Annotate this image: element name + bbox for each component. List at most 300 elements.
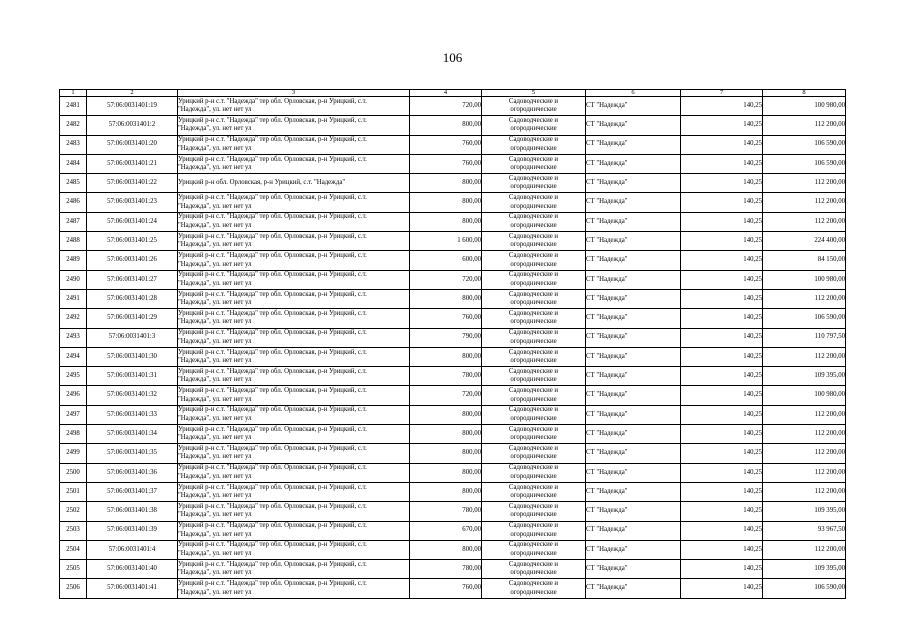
row-number-cell: 2492 <box>60 309 87 328</box>
table-row <box>60 97 846 116</box>
land-use-line-1: Садоводческие и <box>508 271 559 279</box>
table-row <box>60 367 846 386</box>
land-use-cell <box>482 521 586 540</box>
table-row <box>60 463 846 482</box>
cadastral-number-cell: 57:06:0031401:41 <box>87 579 178 598</box>
address-line-1: Урицкий р-н с.т. "Надежда" тер обл. Орловская, р-н Урицкий, с.т. <box>178 116 367 124</box>
land-plot-table <box>59 89 846 599</box>
address-line-2: "Надежда", ул. нет нет ул <box>178 530 252 538</box>
land-use-line-2: огороднические <box>510 434 557 442</box>
table-row <box>60 540 846 559</box>
address-line-2: "Надежда", ул. нет нет ул <box>178 511 252 519</box>
organization-cell: СТ "Надежда" <box>586 347 681 366</box>
address-cell <box>178 386 410 405</box>
address-line-2: "Надежда", ул. нет нет ул <box>178 164 252 172</box>
address-line-1: Урицкий р-н с.т. "Надежда" тер обл. Орловская, р-н Урицкий, с.т. <box>178 309 367 317</box>
address-cell <box>178 347 410 366</box>
cadastral-number-cell: 57:06:0031401:4 <box>87 540 178 559</box>
land-use-line-1: Садоводческие и <box>508 560 559 568</box>
area-cell: 1 600,00 <box>410 232 482 251</box>
land-use-line-2: огороднические <box>510 241 557 249</box>
address-cell <box>178 135 410 154</box>
total-value-cell: 106 590,00 <box>763 579 846 598</box>
address-cell <box>178 367 410 386</box>
address-line-2: "Надежда", ул. нет нет ул <box>178 144 252 152</box>
cadastral-number-cell: 57:06:0031401:40 <box>87 560 178 579</box>
cadastral-number-cell: 57:06:0031401:25 <box>87 232 178 251</box>
land-use-line-1: Садоводческие и <box>508 97 559 105</box>
cadastral-number-cell: 57:06:0031401:3 <box>87 328 178 347</box>
table-row <box>60 386 846 405</box>
row-number-cell: 2482 <box>60 116 87 135</box>
address-line-1: Урицкий р-н с.т. "Надежда" тер обл. Орловская, р-н Урицкий, с.т. <box>178 580 367 588</box>
table-row <box>60 154 846 173</box>
address-line-2: "Надежда", ул. нет нет ул <box>178 221 252 229</box>
area-cell: 760,00 <box>410 135 482 154</box>
total-value-cell: 109 395,00 <box>763 560 846 579</box>
table-body <box>60 97 846 599</box>
address-line-2: "Надежда", ул. нет нет ул <box>178 434 252 442</box>
cadastral-number-cell: 57:06:0031401:21 <box>87 154 178 173</box>
address-line-2: "Надежда", ул. нет нет ул <box>178 279 252 287</box>
area-cell: 780,00 <box>410 502 482 521</box>
address-line-2: "Надежда", ул. нет нет ул <box>178 395 252 403</box>
land-use-cell <box>482 174 586 193</box>
land-use-cell <box>482 386 586 405</box>
land-use-line-1: Садоводческие и <box>508 116 559 124</box>
address-line-1: Урицкий р-н с.т. "Надежда" тер обл. Орловская, р-н Урицкий, с.т. <box>178 483 367 491</box>
table-row <box>60 135 846 154</box>
address-cell <box>178 270 410 289</box>
unit-price-cell: 140,25 <box>681 135 763 154</box>
land-use-line-2: огороднические <box>510 395 557 403</box>
row-number-cell: 2490 <box>60 270 87 289</box>
land-use-line-2: огороднические <box>510 472 557 480</box>
organization-cell: СТ "Надежда" <box>586 386 681 405</box>
total-value-cell: 112 200,00 <box>763 289 846 308</box>
address-cell <box>178 444 410 463</box>
address-line-1: Урицкий р-н с.т. "Надежда" тер обл. Орловская, р-н Урицкий, с.т. <box>178 348 367 356</box>
row-number-cell: 2489 <box>60 251 87 270</box>
land-use-line-2: огороднические <box>510 357 557 364</box>
land-use-line-1: Садоводческие и <box>508 425 559 433</box>
address-line-2: "Надежда", ул. нет нет ул <box>178 588 252 596</box>
total-value-cell: 93 967,50 <box>763 521 846 540</box>
cadastral-number-cell: 57:06:0031401:33 <box>87 405 178 424</box>
cadastral-number-cell: 57:06:0031401:37 <box>87 482 178 501</box>
land-use-line-2: огороднические <box>510 125 557 133</box>
organization-cell: СТ "Надежда" <box>586 560 681 579</box>
area-cell: 720,00 <box>410 270 482 289</box>
land-use-cell <box>482 232 586 251</box>
unit-price-cell: 140,25 <box>681 116 763 135</box>
address-cell <box>178 579 410 598</box>
organization-cell: СТ "Надежда" <box>586 521 681 540</box>
address-line-1: Урицкий р-н с.т. "Надежда" тер обл. Орловская, р-н Урицкий, с.т. <box>178 290 367 298</box>
total-value-cell: 109 395,00 <box>763 367 846 386</box>
row-number-cell: 2502 <box>60 502 87 521</box>
land-use-cell <box>482 579 586 598</box>
total-value-cell: 100 980,00 <box>763 270 846 289</box>
table-row <box>60 309 846 328</box>
area-cell: 760,00 <box>410 579 482 598</box>
land-use-line-2: огороднические <box>510 511 557 519</box>
column-header: 1 <box>60 90 87 97</box>
row-number-cell: 2488 <box>60 232 87 251</box>
area-cell: 800,00 <box>410 116 482 135</box>
land-use-line-2: огороднические <box>510 453 557 461</box>
organization-cell: СТ "Надежда" <box>586 502 681 521</box>
land-use-line-1: Садоводческие и <box>508 213 559 221</box>
land-use-line-1: Садоводческие и <box>508 348 559 356</box>
land-use-line-2: огороднические <box>510 569 557 577</box>
table-row <box>60 270 846 289</box>
area-cell: 800,00 <box>410 444 482 463</box>
area-cell: 800,00 <box>410 212 482 231</box>
address-cell <box>178 425 410 444</box>
land-use-cell <box>482 135 586 154</box>
unit-price-cell: 140,25 <box>681 212 763 231</box>
address-cell <box>178 174 410 193</box>
column-number-row <box>60 90 846 97</box>
table-row <box>60 328 846 347</box>
land-use-cell <box>482 425 586 444</box>
total-value-cell: 112 200,00 <box>763 425 846 444</box>
address-line-1: Урицкий р-н с.т. "Надежда" тер обл. Орловская, р-н Урицкий, с.т. <box>178 541 367 549</box>
address-cell <box>178 193 410 212</box>
unit-price-cell: 140,25 <box>681 560 763 579</box>
unit-price-cell: 140,25 <box>681 502 763 521</box>
land-use-line-1: Садоводческие и <box>508 464 559 472</box>
row-number-cell: 2484 <box>60 154 87 173</box>
address-line-2: "Надежда", ул. нет нет ул <box>178 260 252 268</box>
unit-price-cell: 140,25 <box>681 405 763 424</box>
land-use-cell <box>482 289 586 308</box>
cadastral-number-cell: 57:06:0031401:29 <box>87 309 178 328</box>
total-value-cell: 112 200,00 <box>763 463 846 482</box>
cadastral-number-cell: 57:06:0031401:36 <box>87 463 178 482</box>
land-use-line-1: Садоводческие и <box>508 522 559 530</box>
total-value-cell: 112 200,00 <box>763 174 846 193</box>
row-number-cell: 2486 <box>60 193 87 212</box>
area-cell: 670,00 <box>410 521 482 540</box>
area-cell: 800,00 <box>410 482 482 501</box>
total-value-cell: 112 200,00 <box>763 116 846 135</box>
column-header: 7 <box>681 90 763 97</box>
organization-cell: СТ "Надежда" <box>586 97 681 116</box>
address-line-1: Урицкий р-н с.т. "Надежда" тер обл. Орловская, р-н Урицкий, с.т. <box>178 406 367 414</box>
area-cell: 800,00 <box>410 193 482 212</box>
organization-cell: СТ "Надежда" <box>586 367 681 386</box>
organization-cell: СТ "Надежда" <box>586 425 681 444</box>
total-value-cell: 106 590,00 <box>763 135 846 154</box>
area-cell: 800,00 <box>410 174 482 193</box>
land-use-cell <box>482 309 586 328</box>
land-use-line-2: огороднические <box>510 549 557 557</box>
organization-cell: СТ "Надежда" <box>586 116 681 135</box>
total-value-cell: 100 980,00 <box>763 97 846 116</box>
total-value-cell: 112 200,00 <box>763 212 846 231</box>
table-row <box>60 579 846 598</box>
table-row <box>60 502 846 521</box>
unit-price-cell: 140,25 <box>681 521 763 540</box>
land-use-cell <box>482 405 586 424</box>
address-line-2: "Надежда", ул. нет нет ул <box>178 125 252 133</box>
address-line-1: Урицкий р-н с.т. "Надежда" тер обл. Орловская, р-н Урицкий, с.т. <box>178 194 367 202</box>
unit-price-cell: 140,25 <box>681 482 763 501</box>
area-cell: 760,00 <box>410 309 482 328</box>
organization-cell: СТ "Надежда" <box>586 482 681 501</box>
land-use-line-2: огороднические <box>510 530 557 538</box>
land-use-cell <box>482 270 586 289</box>
land-use-cell <box>482 367 586 386</box>
table-row <box>60 232 846 251</box>
row-number-cell: 2500 <box>60 463 87 482</box>
land-use-line-1: Садоводческие и <box>508 541 559 549</box>
area-cell: 800,00 <box>410 425 482 444</box>
land-use-line-1: Садоводческие и <box>508 580 559 588</box>
area-cell: 780,00 <box>410 560 482 579</box>
area-cell: 600,00 <box>410 251 482 270</box>
cadastral-number-cell: 57:06:0031401:19 <box>87 97 178 116</box>
row-number-cell: 2499 <box>60 444 87 463</box>
total-value-cell: 106 590,00 <box>763 309 846 328</box>
land-use-line-2: огороднические <box>510 279 557 287</box>
total-value-cell: 112 200,00 <box>763 540 846 559</box>
address-line-1: Урицкий р-н с.т. "Надежда" тер обл. Орловская, р-н Урицкий, с.т. <box>178 367 367 375</box>
organization-cell: СТ "Надежда" <box>586 328 681 347</box>
organization-cell: СТ "Надежда" <box>586 135 681 154</box>
land-use-cell <box>482 154 586 173</box>
unit-price-cell: 140,25 <box>681 386 763 405</box>
row-number-cell: 2498 <box>60 425 87 444</box>
total-value-cell: 109 395,00 <box>763 502 846 521</box>
unit-price-cell: 140,25 <box>681 540 763 559</box>
address-line-2: "Надежда", ул. нет нет ул <box>178 492 252 500</box>
table-row <box>60 482 846 501</box>
total-value-cell: 112 200,00 <box>763 405 846 424</box>
cadastral-number-cell: 57:06:0031401:32 <box>87 386 178 405</box>
area-cell: 800,00 <box>410 405 482 424</box>
address-cell <box>178 97 410 116</box>
land-use-cell <box>482 251 586 270</box>
organization-cell: СТ "Надежда" <box>586 251 681 270</box>
unit-price-cell: 140,25 <box>681 328 763 347</box>
land-use-line-1: Садоводческие и <box>508 329 559 337</box>
address-cell <box>178 560 410 579</box>
row-number-cell: 2505 <box>60 560 87 579</box>
area-cell: 800,00 <box>410 540 482 559</box>
table-row <box>60 116 846 135</box>
address-line-1: Урицкий р-н с.т. "Надежда" тер обл. Орловская, р-н Урицкий, с.т. <box>178 387 367 395</box>
land-use-line-1: Садоводческие и <box>508 483 559 491</box>
land-use-line-1: Садоводческие и <box>508 309 559 317</box>
land-use-line-2: огороднические <box>510 588 557 596</box>
unit-price-cell: 140,25 <box>681 367 763 386</box>
land-use-line-1: Садоводческие и <box>508 232 559 240</box>
total-value-cell: 100 980,00 <box>763 386 846 405</box>
row-number-cell: 2503 <box>60 521 87 540</box>
cadastral-number-cell: 57:06:0031401:27 <box>87 270 178 289</box>
organization-cell: СТ "Надежда" <box>586 463 681 482</box>
table-row <box>60 405 846 424</box>
land-use-line-2: огороднические <box>510 376 557 384</box>
land-use-line-1: Садоводческие и <box>508 444 559 452</box>
address-cell <box>178 251 410 270</box>
organization-cell: СТ "Надежда" <box>586 212 681 231</box>
land-use-line-1: Садоводческие и <box>508 155 559 163</box>
land-use-line-2: огороднические <box>510 221 557 229</box>
address-line-1: Урицкий р-н с.т. "Надежда" тер обл. Орловская, р-н Урицкий, с.т. <box>178 136 367 144</box>
cadastral-number-cell: 57:06:0031401:22 <box>87 174 178 193</box>
land-use-line-1: Садоводческие и <box>508 194 559 202</box>
address-cell <box>178 540 410 559</box>
land-use-line-1: Садоводческие и <box>508 406 559 414</box>
unit-price-cell: 140,25 <box>681 425 763 444</box>
row-number-cell: 2487 <box>60 212 87 231</box>
table-row <box>60 444 846 463</box>
address-line-1: Урицкий р-н с.т. "Надежда" тер обл. Орловская, р-н Урицкий, с.т. <box>178 271 367 279</box>
address-line-1: Урицкий р-н с.т. "Надежда" тер обл. Орловская, р-н Урицкий, с.т. <box>178 97 367 105</box>
land-use-line-2: огороднические <box>510 164 557 172</box>
cadastral-number-cell: 57:06:0031401:35 <box>87 444 178 463</box>
total-value-cell: 112 200,00 <box>763 444 846 463</box>
address-line-1: Урицкий р-н с.т. "Надежда" тер обл. Орловская, р-н Урицкий, с.т. <box>178 444 367 452</box>
land-use-line-2: огороднические <box>510 414 557 422</box>
address-line-1: Урицкий р-н с.т. "Надежда" тер обл. Орловская, р-н Урицкий, с.т. <box>178 502 367 510</box>
land-use-cell <box>482 328 586 347</box>
organization-cell: СТ "Надежда" <box>586 579 681 598</box>
unit-price-cell: 140,25 <box>681 463 763 482</box>
land-use-line-1: Садоводческие и <box>508 136 559 144</box>
unit-price-cell: 140,25 <box>681 347 763 366</box>
row-number-cell: 2506 <box>60 579 87 598</box>
area-cell: 790,00 <box>410 328 482 347</box>
organization-cell: СТ "Надежда" <box>586 540 681 559</box>
table-row <box>60 347 846 366</box>
total-value-cell: 110 797,50 <box>763 328 846 347</box>
land-use-cell <box>482 540 586 559</box>
area-cell: 720,00 <box>410 97 482 116</box>
organization-cell: СТ "Надежда" <box>586 174 681 193</box>
address-cell <box>178 328 410 347</box>
cadastral-number-cell: 57:06:0031401:26 <box>87 251 178 270</box>
address-line-1: Урицкий р-н с.т. "Надежда" тер обл. Орловская, р-н Урицкий, с.т. <box>178 155 367 163</box>
address-line-1: Урицкий р-н с.т. "Надежда" тер обл. Орловская, р-н Урицкий, с.т. <box>178 522 367 530</box>
row-number-cell: 2497 <box>60 405 87 424</box>
row-number-cell: 2494 <box>60 347 87 366</box>
land-use-line-2: огороднические <box>510 260 557 268</box>
total-value-cell: 112 200,00 <box>763 482 846 501</box>
row-number-cell: 2485 <box>60 174 87 193</box>
cadastral-number-cell: 57:06:0031401:31 <box>87 367 178 386</box>
organization-cell: СТ "Надежда" <box>586 444 681 463</box>
area-cell: 780,00 <box>410 367 482 386</box>
cadastral-number-cell: 57:06:0031401:38 <box>87 502 178 521</box>
row-number-cell: 2493 <box>60 328 87 347</box>
area-cell: 800,00 <box>410 463 482 482</box>
organization-cell: СТ "Надежда" <box>586 405 681 424</box>
address-cell <box>178 521 410 540</box>
table-row <box>60 560 846 579</box>
cadastral-number-cell: 57:06:0031401:34 <box>87 425 178 444</box>
unit-price-cell: 140,25 <box>681 270 763 289</box>
cadastral-number-cell: 57:06:0031401:28 <box>87 289 178 308</box>
land-use-line-2: огороднические <box>510 492 557 500</box>
table-row <box>60 193 846 212</box>
land-use-cell <box>482 347 586 366</box>
land-use-line-1: Садоводческие и <box>508 290 559 298</box>
unit-price-cell: 140,25 <box>681 444 763 463</box>
cadastral-number-cell: 57:06:0031401:30 <box>87 347 178 366</box>
area-cell: 800,00 <box>410 289 482 308</box>
address-cell <box>178 502 410 521</box>
row-number-cell: 2496 <box>60 386 87 405</box>
land-use-line-2: огороднические <box>510 202 557 210</box>
address-line-2: "Надежда", ул. нет нет ул <box>178 357 252 364</box>
column-header: 2 <box>87 90 178 97</box>
cadastral-number-cell: 57:06:0031401:20 <box>87 135 178 154</box>
address-line-1: Урицкий р-н с.т. "Надежда" тер обл. Орловская, р-н Урицкий, с.т. <box>178 425 367 433</box>
organization-cell: СТ "Надежда" <box>586 193 681 212</box>
address-line-2: "Надежда", ул. нет нет ул <box>178 472 252 480</box>
land-use-line-1: Садоводческие и <box>508 502 559 510</box>
land-use-cell <box>482 212 586 231</box>
land-use-line-1: Садоводческие и <box>508 387 559 395</box>
unit-price-cell: 140,25 <box>681 251 763 270</box>
address-cell <box>178 405 410 424</box>
address-text: Урицкий р-н обл. Орловская, р-н Урицкий, с.т. "Надежда" <box>178 179 346 187</box>
total-value-cell: 112 200,00 <box>763 193 846 212</box>
organization-cell: СТ "Надежда" <box>586 154 681 173</box>
unit-price-cell: 140,25 <box>681 154 763 173</box>
address-cell <box>178 289 410 308</box>
address-line-1: Урицкий р-н с.т. "Надежда" тер обл. Орловская, р-н Урицкий, с.т. <box>178 329 367 337</box>
address-cell <box>178 482 410 501</box>
address-cell <box>178 463 410 482</box>
address-line-2: "Надежда", ул. нет нет ул <box>178 202 252 210</box>
row-number-cell: 2491 <box>60 289 87 308</box>
land-use-cell <box>482 502 586 521</box>
address-cell <box>178 212 410 231</box>
page-number: 106 <box>442 50 463 65</box>
land-use-line-1: Садоводческие и <box>508 367 559 375</box>
address-line-2: "Надежда", ул. нет нет ул <box>178 376 252 384</box>
unit-price-cell: 140,25 <box>681 232 763 251</box>
address-cell <box>178 154 410 173</box>
row-number-cell: 2501 <box>60 482 87 501</box>
row-number-cell: 2481 <box>60 97 87 116</box>
organization-cell: СТ "Надежда" <box>586 289 681 308</box>
land-use-cell <box>482 482 586 501</box>
address-cell <box>178 116 410 135</box>
organization-cell: СТ "Надежда" <box>586 270 681 289</box>
address-line-1: Урицкий р-н с.т. "Надежда" тер обл. Орловская, р-н Урицкий, с.т. <box>178 560 367 568</box>
land-use-cell <box>482 97 586 116</box>
land-use-cell <box>482 444 586 463</box>
address-line-2: "Надежда", ул. нет нет ул <box>178 569 252 577</box>
column-header: 3 <box>178 90 410 97</box>
row-number-cell: 2495 <box>60 367 87 386</box>
land-use-line-2: огороднические <box>510 106 557 114</box>
organization-cell: СТ "Надежда" <box>586 309 681 328</box>
land-use-line-2: огороднические <box>510 318 557 326</box>
land-use-cell <box>482 193 586 212</box>
address-line-2: "Надежда", ул. нет нет ул <box>178 106 252 114</box>
unit-price-cell: 140,25 <box>681 289 763 308</box>
land-use-line-2: огороднические <box>510 183 557 191</box>
total-value-cell: 106 590,00 <box>763 154 846 173</box>
